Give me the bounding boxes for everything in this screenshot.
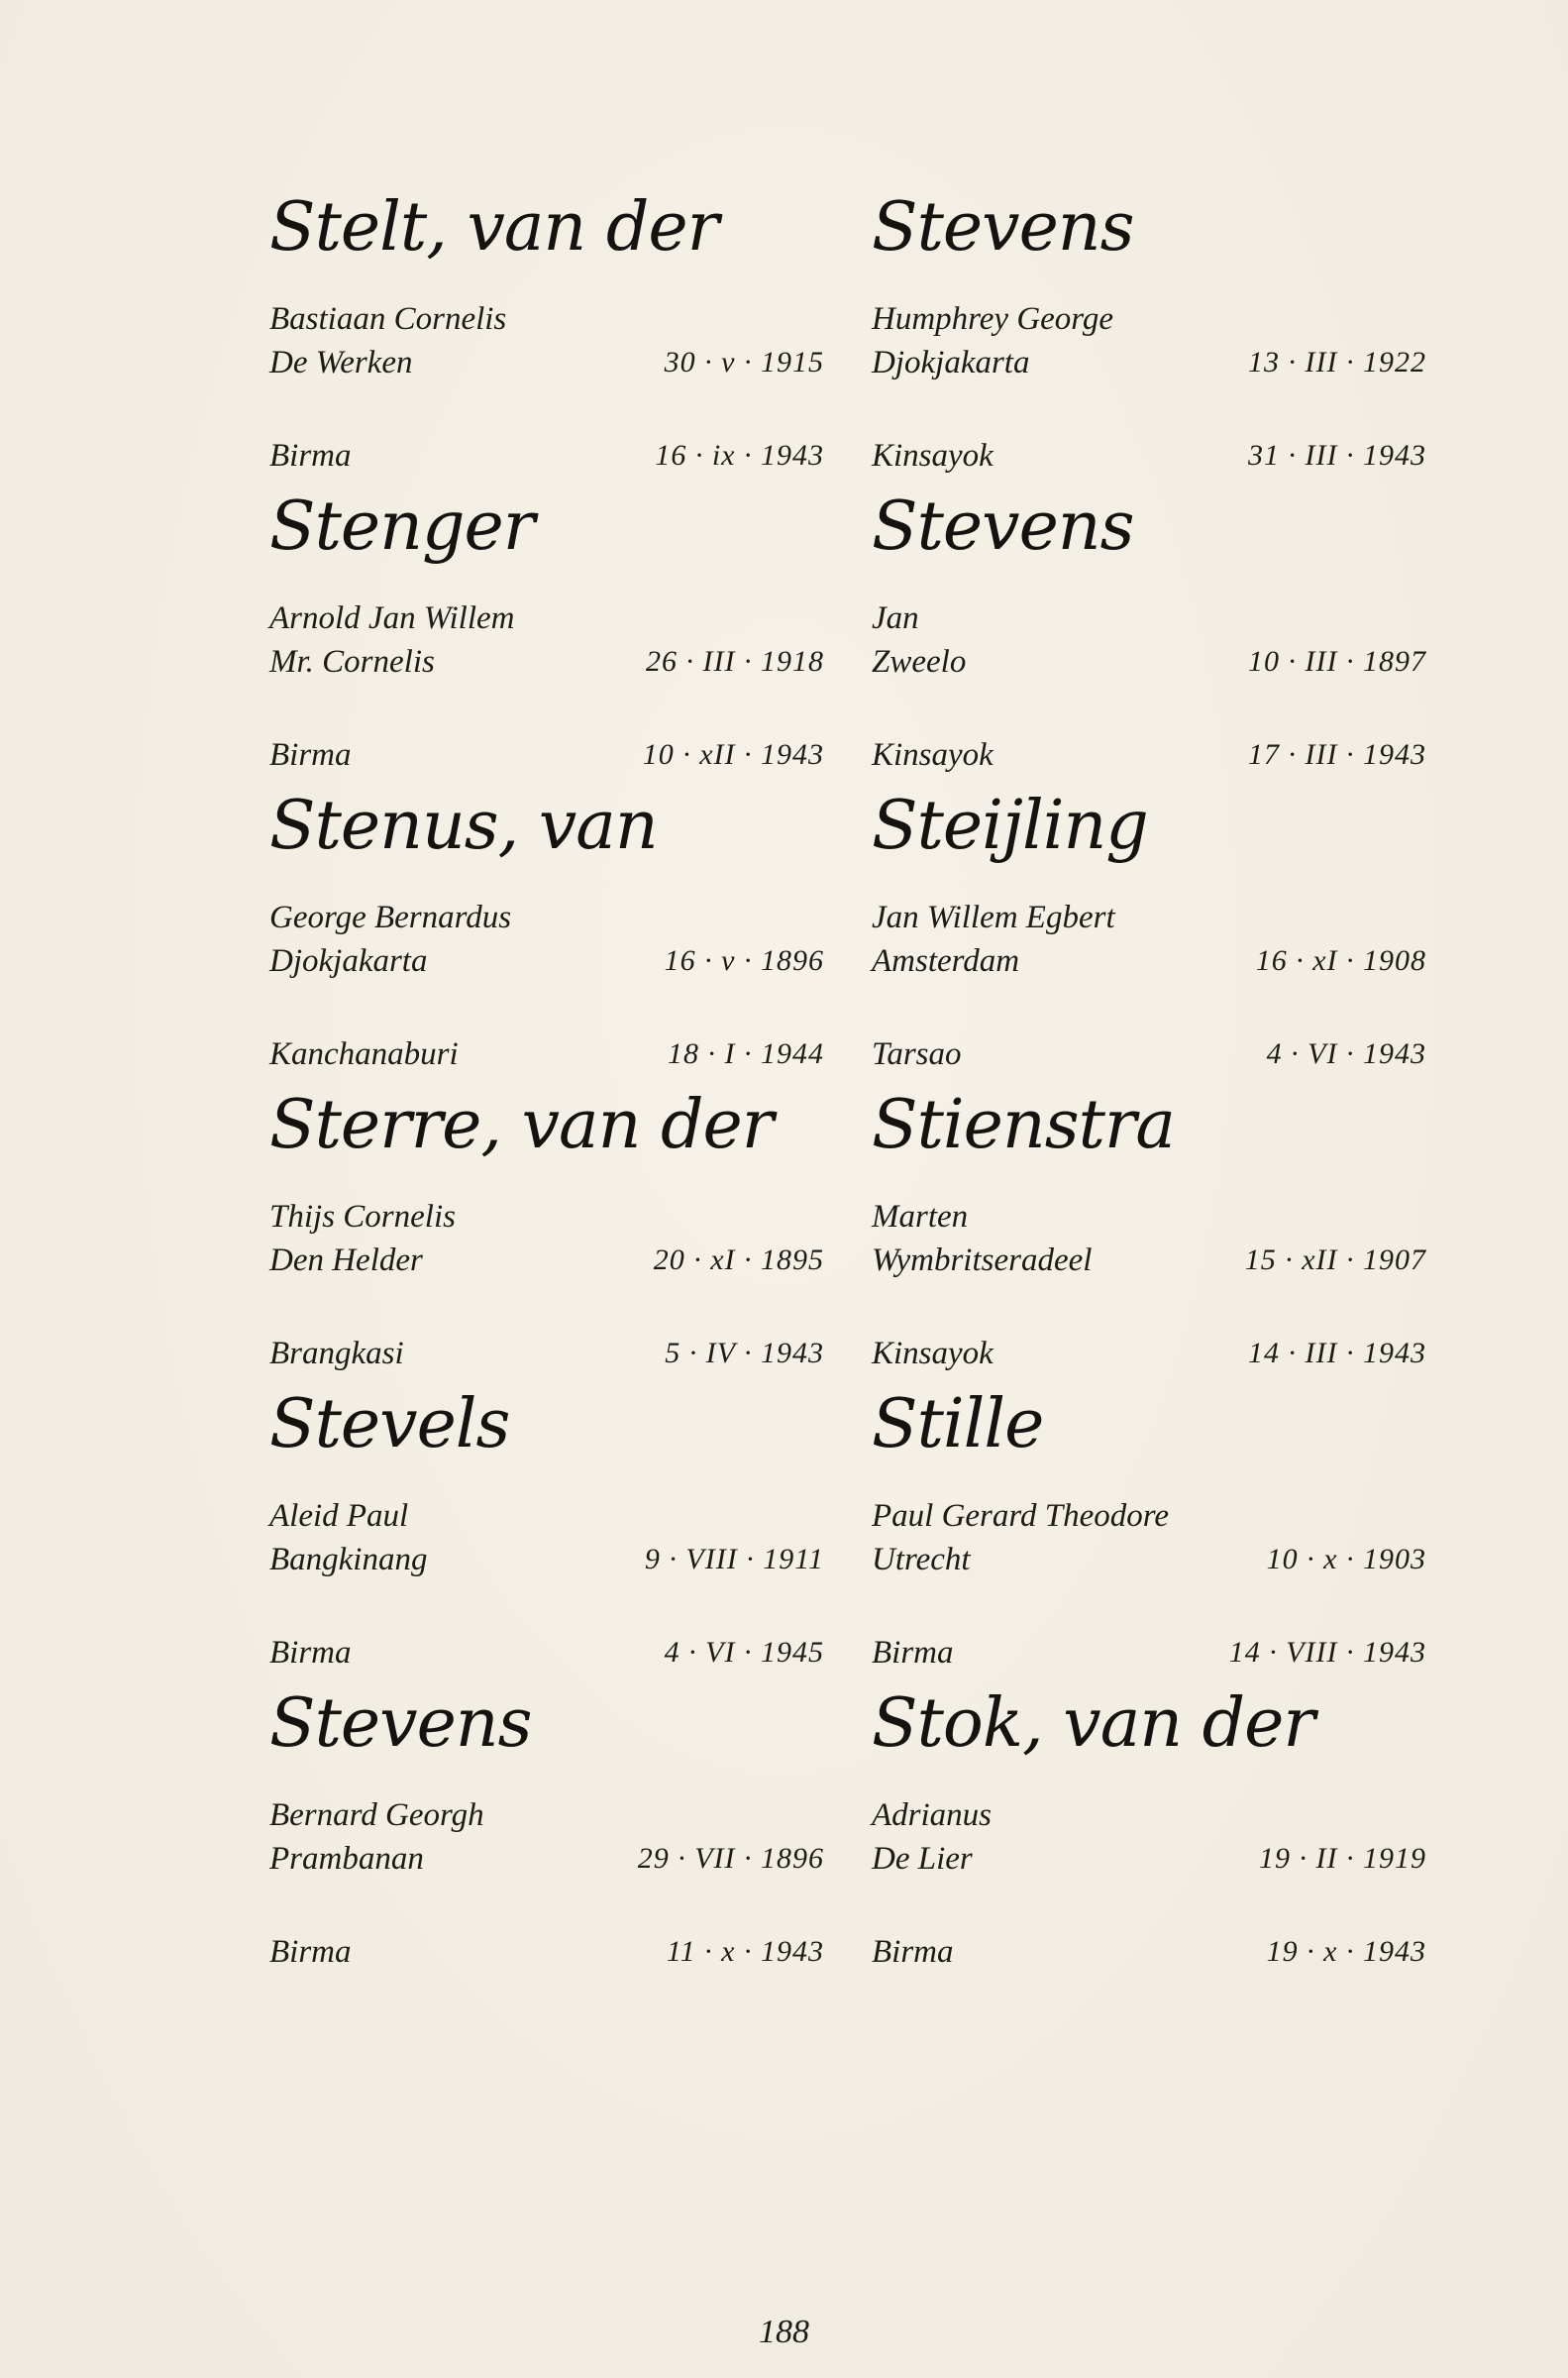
given-names: Humphrey George: [872, 301, 1114, 337]
death-line: [872, 1332, 1426, 1375]
death-place: Birma: [872, 1934, 954, 1970]
death-line: [872, 434, 1426, 478]
given-names: Adrianus: [872, 1797, 993, 1833]
surname-heading: Stille: [872, 1385, 1044, 1463]
death-date: 4 · VI · 1943: [1266, 1037, 1426, 1070]
name-entry: [269, 1086, 824, 1385]
death-date: 5 · IV · 1943: [665, 1337, 824, 1369]
page-number: 188: [759, 2314, 809, 2350]
surname-heading: Stelt, van der: [269, 188, 719, 267]
birth-place: De Lier: [872, 1841, 973, 1877]
death-date: 18 · I · 1944: [668, 1037, 824, 1070]
death-date: 31 · III · 1943: [1248, 439, 1426, 472]
given-names: Jan: [872, 600, 919, 636]
surname-heading: Sterre, van der: [269, 1086, 774, 1164]
birth-place: Den Helder: [269, 1243, 423, 1278]
birth-place: Wymbritseradeel: [872, 1243, 1093, 1278]
birth-line: [872, 1837, 1426, 1881]
birth-line: [269, 1239, 824, 1282]
birth-date: 9 · VIII · 1911: [644, 1543, 824, 1575]
name-entry: [872, 787, 1426, 1086]
birth-place: Djokjakarta: [872, 345, 1030, 380]
birth-date: 29 · VII · 1896: [637, 1842, 824, 1875]
death-line: [872, 1631, 1426, 1675]
surname-heading: Stevels: [269, 1385, 510, 1463]
birth-date: 20 · xI · 1895: [653, 1243, 824, 1276]
death-date: 10 · xII · 1943: [642, 738, 824, 771]
death-place: Kinsayok: [872, 737, 993, 773]
given-names: Marten: [872, 1199, 969, 1235]
birth-line: [872, 1538, 1426, 1581]
left-column: [269, 188, 824, 1984]
death-date: 11 · x · 1943: [666, 1935, 824, 1968]
given-names: Bastiaan Cornelis: [269, 301, 507, 337]
birth-date: 16 · v · 1896: [664, 944, 824, 977]
given-names: Aleid Paul: [269, 1498, 409, 1534]
death-place: Kanchanaburi: [269, 1036, 459, 1072]
birth-date: 30 · v · 1915: [664, 346, 824, 378]
death-line: [269, 434, 824, 478]
given-names: George Bernardus: [269, 900, 512, 935]
birth-date: 13 · III · 1922: [1248, 346, 1426, 378]
death-place: Kinsayok: [872, 1336, 993, 1371]
surname-heading: Stenger: [269, 487, 535, 566]
birth-date: 26 · III · 1918: [646, 645, 824, 678]
birth-place: De Werken: [269, 345, 413, 380]
birth-line: [872, 341, 1426, 384]
birth-place: Utrecht: [872, 1542, 971, 1577]
name-entry: [269, 787, 824, 1086]
birth-line: [872, 1239, 1426, 1282]
death-line: [872, 733, 1426, 777]
name-entry: [872, 1086, 1426, 1385]
death-line: [269, 1032, 824, 1076]
given-names: Thijs Cornelis: [269, 1199, 456, 1235]
name-entry: [269, 487, 824, 787]
surname-heading: Stenus, van: [269, 787, 658, 865]
death-place: Kinsayok: [872, 438, 993, 474]
death-line: [269, 733, 824, 777]
name-entry: [269, 188, 824, 487]
name-entry: [269, 1385, 824, 1684]
surname-heading: Stienstra: [872, 1086, 1175, 1164]
death-date: 14 · VIII · 1943: [1228, 1636, 1426, 1669]
birth-place: Mr. Cornelis: [269, 644, 435, 680]
death-place: Brangkasi: [269, 1336, 404, 1371]
birth-line: [269, 640, 824, 684]
name-entry: [872, 1684, 1426, 1984]
death-date: 17 · III · 1943: [1248, 738, 1426, 771]
death-date: 14 · III · 1943: [1248, 1337, 1426, 1369]
birth-line: [269, 341, 824, 384]
name-entry: [269, 1684, 824, 1984]
death-line: [269, 1631, 824, 1675]
birth-date: 15 · xII · 1907: [1244, 1243, 1426, 1276]
death-line: [269, 1332, 824, 1375]
birth-line: [269, 939, 824, 983]
birth-place: Djokjakarta: [269, 943, 428, 979]
birth-line: [872, 939, 1426, 983]
birth-date: 10 · x · 1903: [1266, 1543, 1426, 1575]
surname-heading: Stevens: [872, 487, 1134, 566]
right-column: [872, 188, 1426, 1984]
given-names: Bernard Georgh: [269, 1797, 484, 1833]
death-place: Birma: [269, 1934, 352, 1970]
birth-date: 10 · III · 1897: [1248, 645, 1426, 678]
death-place: Birma: [269, 438, 352, 474]
birth-date: 19 · II · 1919: [1259, 1842, 1426, 1875]
birth-place: Zweelo: [872, 644, 967, 680]
birth-date: 16 · xI · 1908: [1255, 944, 1426, 977]
death-line: [872, 1032, 1426, 1076]
death-line: [872, 1930, 1426, 1974]
birth-line: [872, 640, 1426, 684]
surname-heading: Steijling: [872, 787, 1148, 865]
birth-line: [269, 1837, 824, 1881]
birth-line: [269, 1538, 824, 1581]
death-date: 4 · VI · 1945: [664, 1636, 824, 1669]
death-place: Birma: [269, 737, 352, 773]
name-entry: [872, 487, 1426, 787]
death-place: Birma: [269, 1635, 352, 1671]
birth-place: Bangkinang: [269, 1542, 428, 1577]
death-place: Tarsao: [872, 1036, 962, 1072]
birth-place: Prambanan: [269, 1841, 424, 1877]
name-entry: [872, 1385, 1426, 1684]
name-entry: [872, 188, 1426, 487]
death-date: 19 · x · 1943: [1266, 1935, 1426, 1968]
death-place: Birma: [872, 1635, 954, 1671]
given-names: Arnold Jan Willem: [269, 600, 515, 636]
death-line: [269, 1930, 824, 1974]
death-date: 16 · ix · 1943: [655, 439, 824, 472]
surname-heading: Stevens: [269, 1684, 532, 1763]
given-names: Paul Gerard Theodore: [872, 1498, 1170, 1534]
surname-heading: Stok, van der: [872, 1684, 1314, 1763]
birth-place: Amsterdam: [872, 943, 1020, 979]
given-names: Jan Willem Egbert: [872, 900, 1115, 935]
surname-heading: Stevens: [872, 188, 1134, 267]
